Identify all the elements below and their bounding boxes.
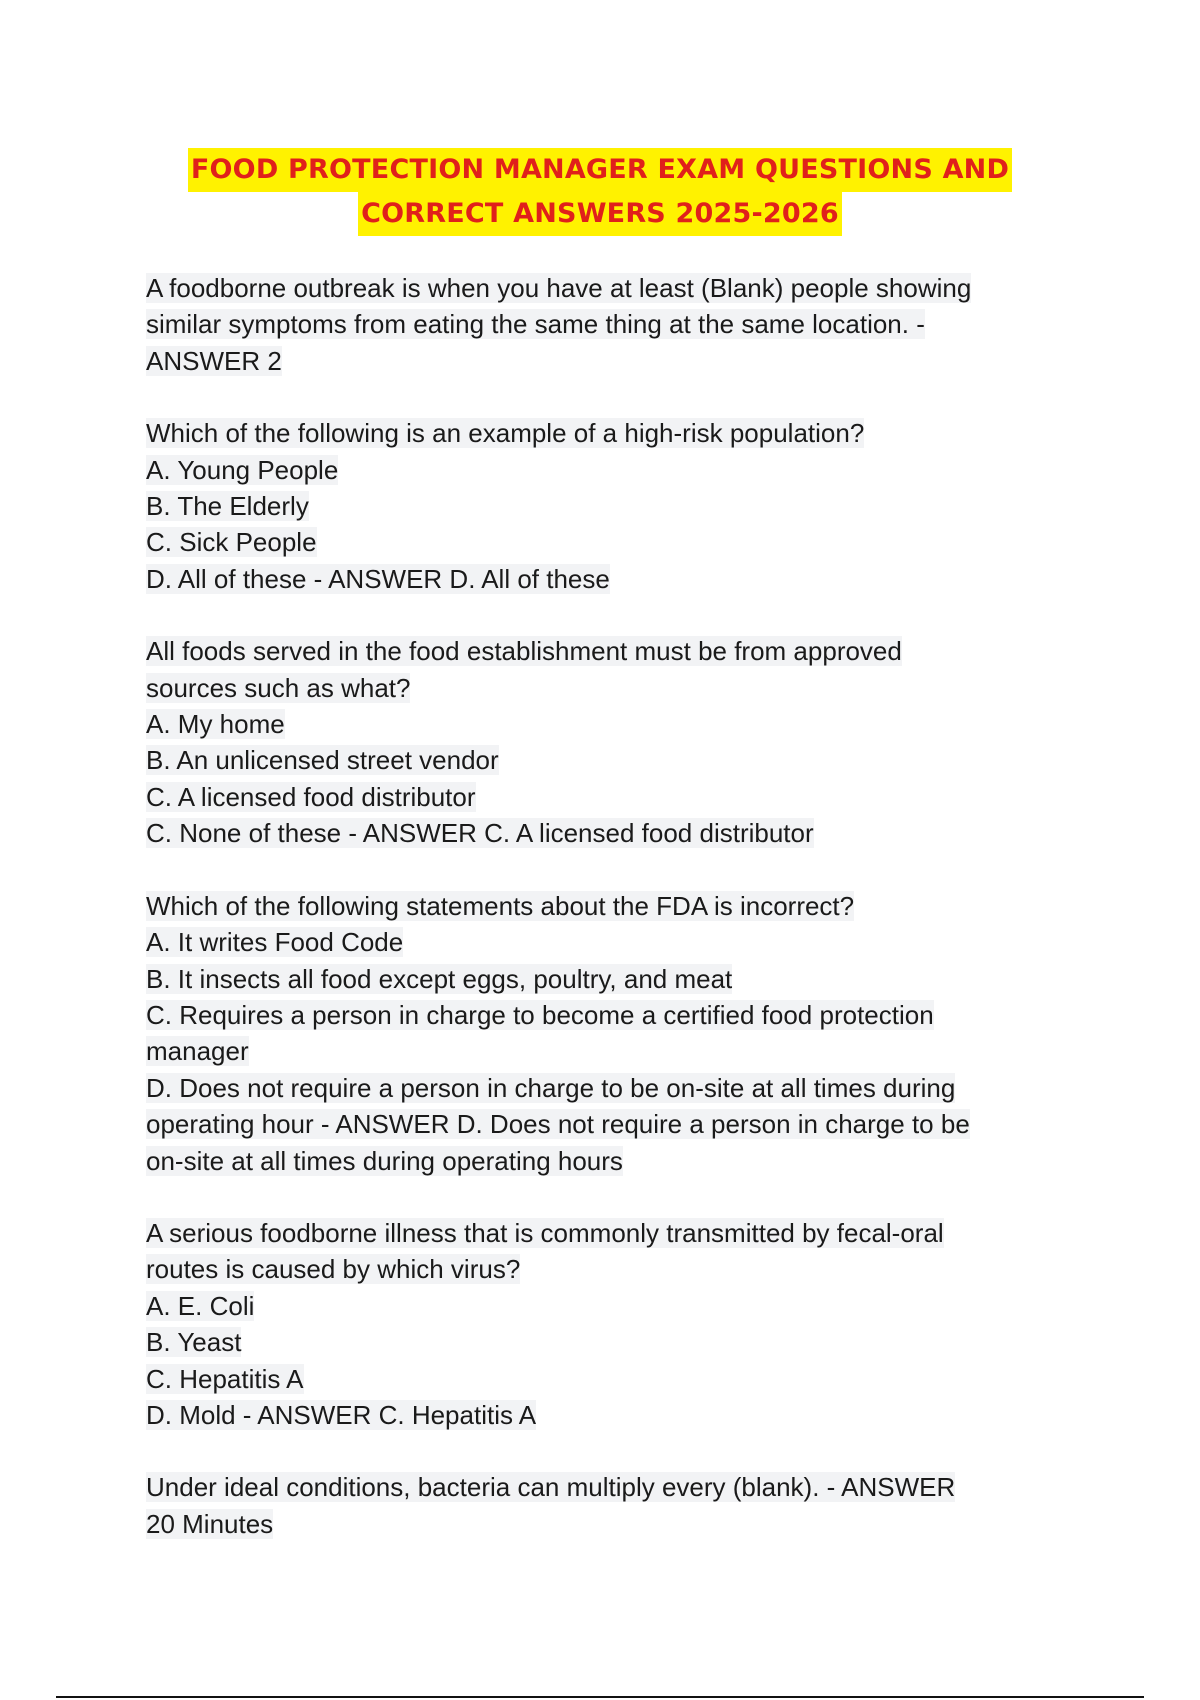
- text-line: B. It insects all food except eggs, poultry, and meat: [146, 963, 733, 994]
- qa-list: [146, 270, 1076, 1578]
- text-line: 20 Minutes: [146, 1508, 274, 1539]
- qa-item: [146, 270, 1076, 379]
- text-line: C. Hepatitis A: [146, 1363, 304, 1394]
- text-line: ANSWER 2: [146, 345, 282, 376]
- text-line: routes is caused by which virus?: [146, 1254, 521, 1285]
- text-line: A. My home: [146, 709, 285, 740]
- title-line-1: FOOD PROTECTION MANAGER EXAM QUESTIONS AND: [188, 148, 1012, 192]
- title-line-2: CORRECT ANSWERS 2025-2026: [358, 192, 842, 236]
- text-line: sources such as what?: [146, 672, 411, 703]
- text-line: C. Sick People: [146, 527, 317, 558]
- text-line: similar symptoms from eating the same thing at the same location. -: [146, 309, 925, 340]
- text-line: A serious foodborne illness that is commonly transmitted by fecal-oral: [146, 1217, 944, 1248]
- text-line: manager: [146, 1036, 249, 1067]
- text-line: on-site at all times during operating hours: [146, 1145, 623, 1176]
- qa-item: [146, 633, 1076, 851]
- qa-item: [146, 1215, 1076, 1433]
- text-line: D. Mold - ANSWER C. Hepatitis A: [146, 1399, 537, 1430]
- text-line: C. None of these - ANSWER C. A licensed food distributor: [146, 818, 814, 849]
- text-line: Under ideal conditions, bacteria can multiply every (blank). - ANSWER: [146, 1472, 956, 1503]
- text-line: Which of the following is an example of a high-risk population?: [146, 418, 865, 449]
- text-line: Which of the following statements about the FDA is incorrect?: [146, 890, 855, 921]
- qa-item: [146, 1469, 1076, 1542]
- qa-item: [146, 415, 1076, 597]
- text-line: C. A licensed food distributor: [146, 781, 476, 812]
- text-line: B. The Elderly: [146, 491, 309, 522]
- text-line: B. An unlicensed street vendor: [146, 745, 499, 776]
- document-title: [0, 148, 1200, 236]
- text-line: operating hour - ANSWER D. Does not require a person in charge to be: [146, 1109, 970, 1140]
- qa-item: [146, 888, 1076, 1179]
- text-line: B. Yeast: [146, 1327, 242, 1358]
- text-line: D. Does not require a person in charge to be on-site at all times during: [146, 1072, 956, 1103]
- text-line: A foodborne outbreak is when you have at least (Blank) people showing: [146, 273, 972, 303]
- text-line: All foods served in the food establishment must be from approved: [146, 636, 902, 667]
- text-line: D. All of these - ANSWER D. All of these: [146, 563, 610, 594]
- bottom-divider: [56, 1696, 1144, 1698]
- text-line: A. Young People: [146, 454, 339, 485]
- text-line: C. Requires a person in charge to become a certified food protection: [146, 999, 934, 1030]
- text-line: A. It writes Food Code: [146, 927, 404, 958]
- text-line: A. E. Coli: [146, 1290, 255, 1321]
